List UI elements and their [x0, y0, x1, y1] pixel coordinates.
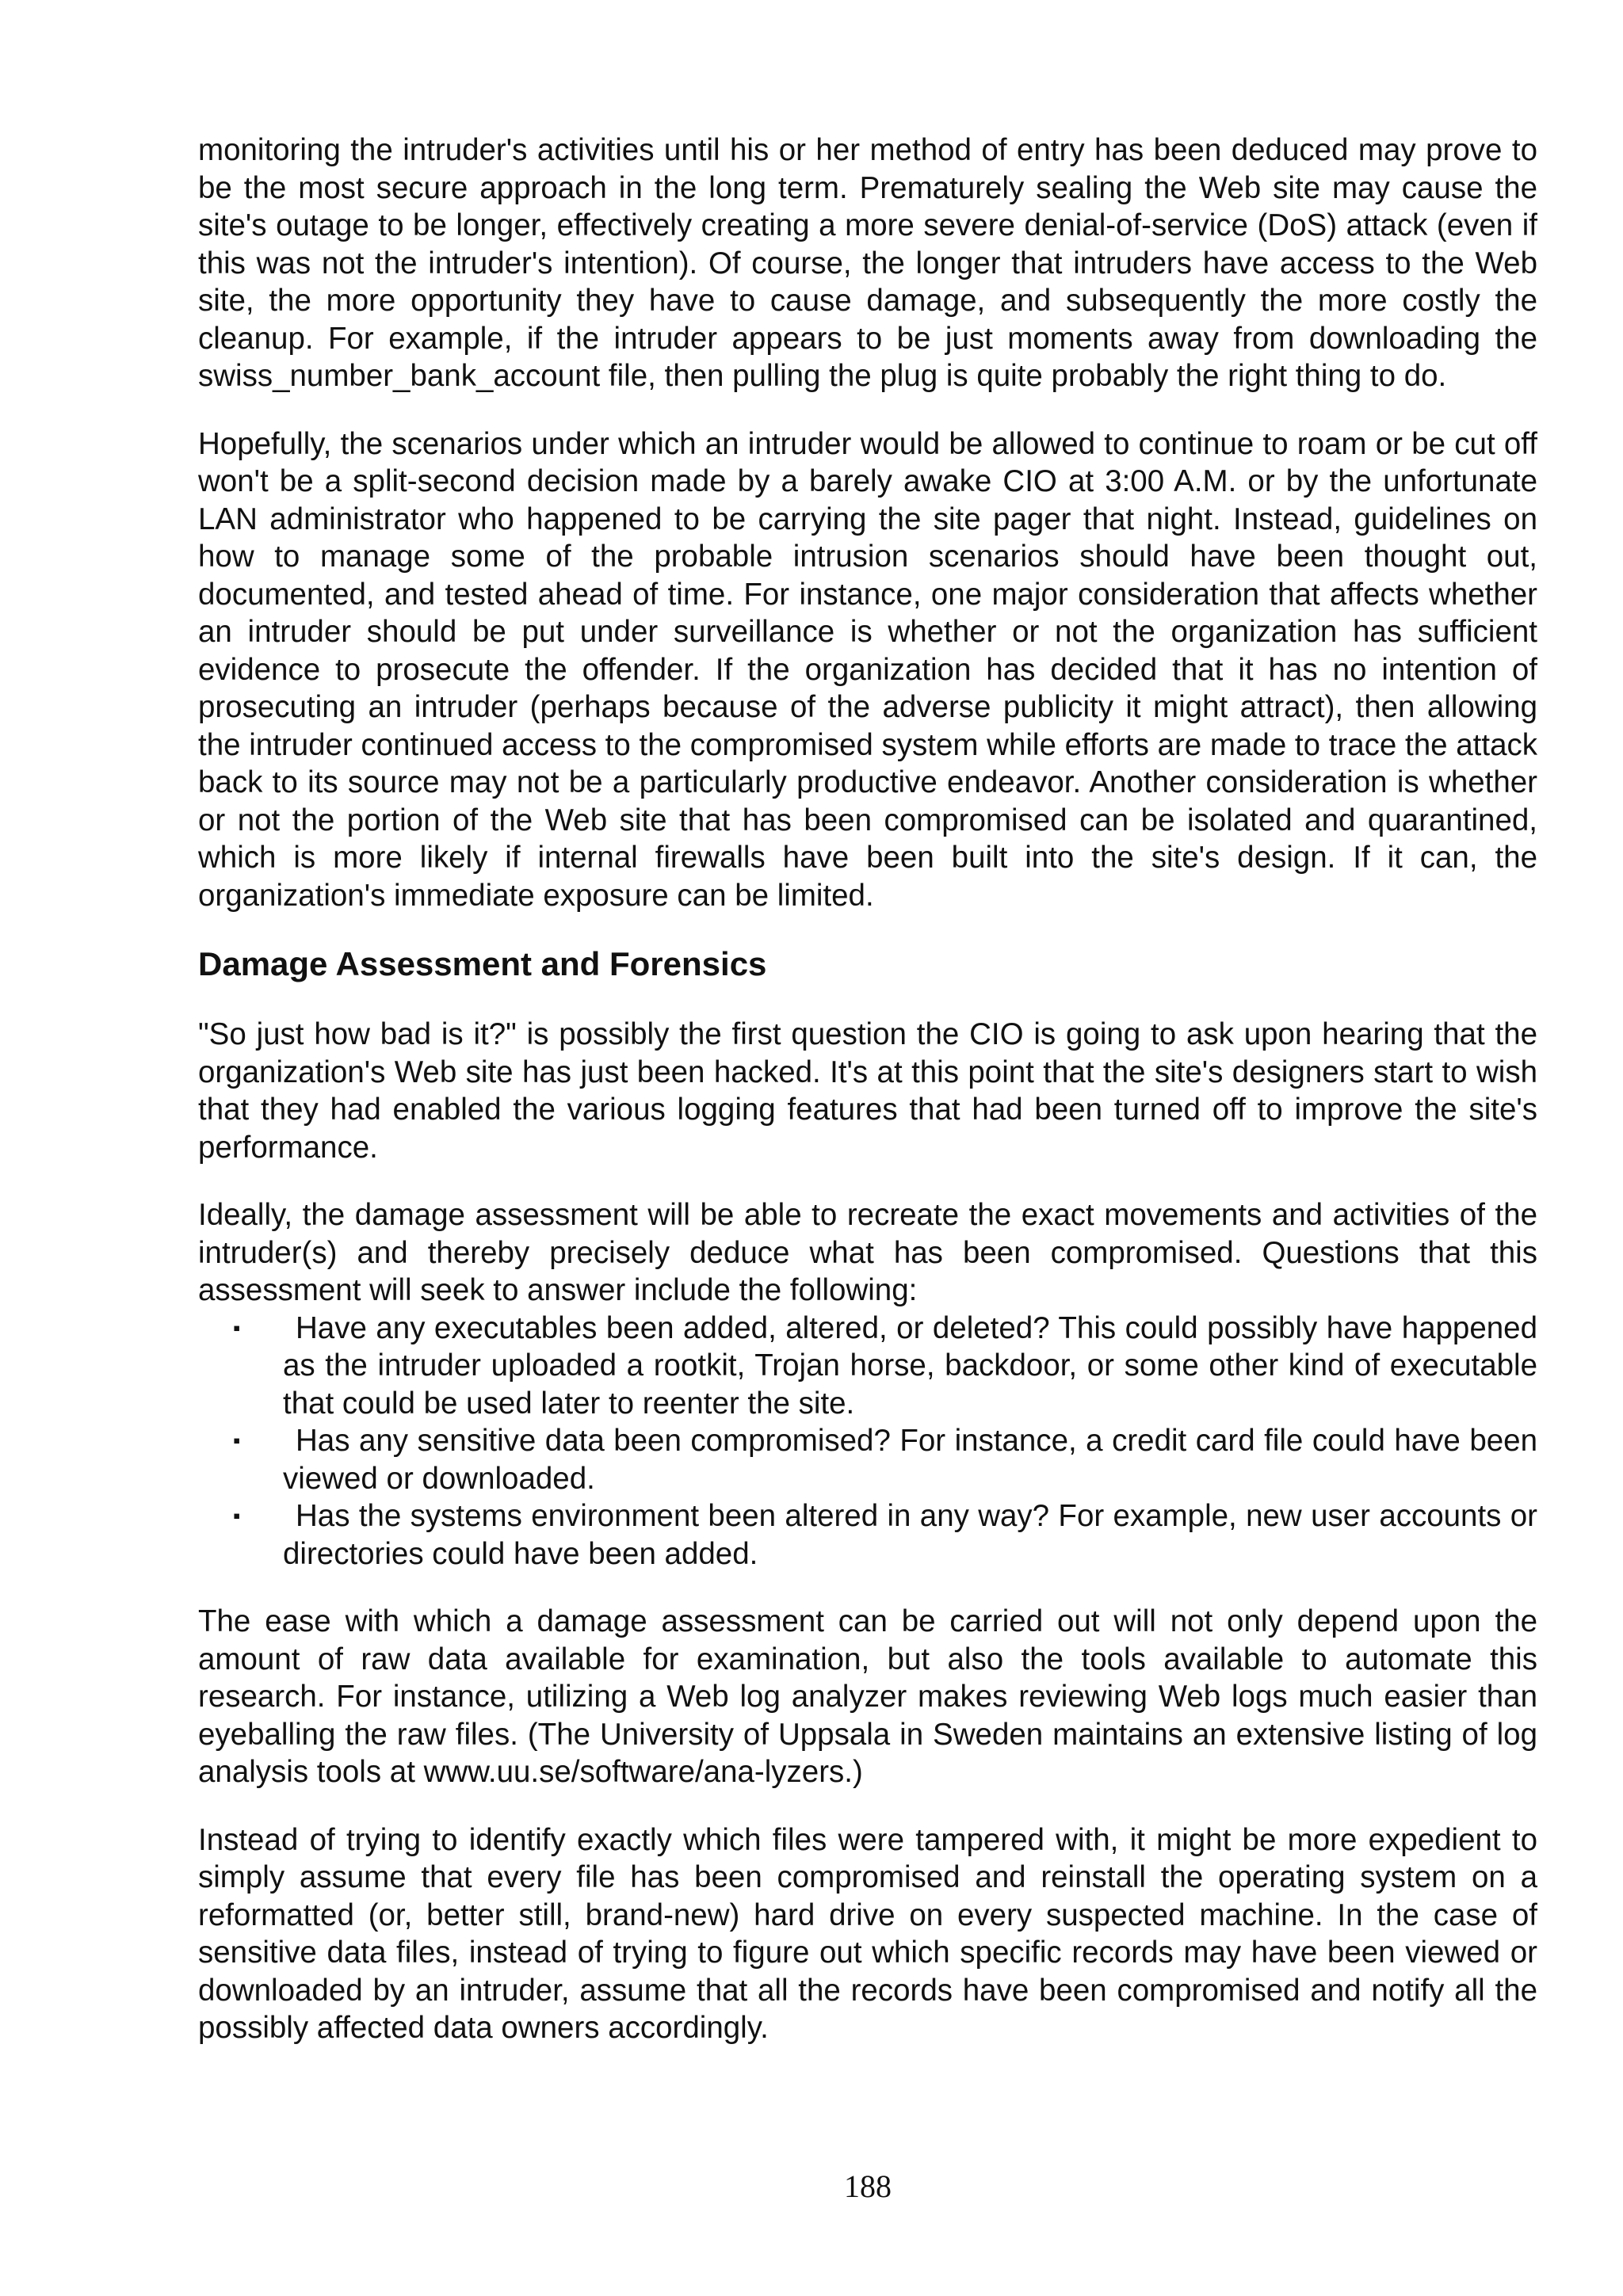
list-item-text: Have any executables been added, altered, or deleted? This could possibly have happened as the intruder uploaded a rootkit, Trojan horse, backdoor, or some other kind of executable that could be used later to reenter the site.: [283, 1310, 1537, 1421]
paragraph-how-bad: "So just how bad is it?" is possibly the first question the CIO is going to ask upon hearing that the organization's Web site has just been hacked. It's at this point that the site's designers start to wish that they had enabled the various logging features that had been turned off to improve the site's performance.: [198, 1017, 1537, 1165]
list-item: [198, 1497, 1537, 1573]
paragraph-assessment-lead-in: Ideally, the damage assessment will be able to recreate the exact movements and activities of the intruder(s) and thereby precisely deduce what has been compromised. Questions that this assessment will seek to answer include the following:: [198, 1198, 1537, 1307]
bullet-marker: ▪: [233, 1428, 241, 1452]
paragraph-reinstall: Instead of trying to identify exactly which files were tampered with, it might be more expedient to simply assume that every file has been compromised and reinstall the operating system on a reformatted (or, better still, brand-new) hard drive on every suspected machine. In the case of sensitive data files, instead of trying to figure out which specific records may have been viewed or downloaded by an intruder, assume that all the records have been compromised and notify all the possibly affected data owners accordingly.: [198, 1822, 1537, 2045]
list-item-text: Has any sensitive data been compromised? For instance, a credit card file could have been viewed or downloaded.: [283, 1424, 1537, 1496]
document-page: [198, 132, 1537, 2047]
list-item-text: Has the systems environment been altered in any way? For example, new user accounts or directories could have been added.: [283, 1499, 1537, 1571]
paragraph-intrusion-scenarios: Hopefully, the scenarios under which an intruder would be allowed to continue to roam or be cut off won't be a split-second decision made by a barely awake CIO at 3:00 A.M. or by the unfortunate LAN administrator who happened to be carrying the site pager that night. Instead, guidelines on how to manage some of the probable intrusion scenarios should have been thought out, documented, and tested ahead of time. For instance, one major consideration that affects whether an intruder should be put under surveillance is whether or not the organization has sufficient evidence to prosecute the offender. If the organization has decided that it has no intention of prosecuting an intruder (perhaps because of the adverse publicity it might attract), then allowing the intruder continued access to the compromised system while efforts are made to trace the attack back to its source may not be a particularly productive endeavor. Another consideration is whether or not the portion of the Web site that has been compromised can be isolated and quarantined, which is more likely if internal firewalls have been built into the site's design. If it can, the organization's immediate exposure can be limited.: [198, 426, 1537, 913]
list-item: [198, 1422, 1537, 1497]
list-item: [198, 1310, 1537, 1423]
paragraph-intruder-monitoring: monitoring the intruder's activities until his or her method of entry has been deduced may prove to be the most secure approach in the long term. Prematurely sealing the Web site may cause the site's outage to be longer, effectively creating a more severe denial-of-service (DoS) attack (even if this was not the intruder's intention). Of course, the longer that intruders have access to the Web site, the more opportunity they have to cause damage, and subsequently the more costly the cleanup. For example, if the intruder appears to be just moments away from downloading the swiss_number_bank_account file, then pulling the plug is quite probably the right thing to do.: [198, 133, 1537, 393]
assessment-questions-list: [198, 1310, 1537, 1573]
bullet-marker: ▪: [233, 1315, 241, 1340]
page-number: 188: [844, 2168, 892, 2204]
bullet-marker: ▪: [233, 1504, 241, 1527]
section-heading: Damage Assessment and Forensics: [198, 945, 767, 982]
paragraph-tools: The ease with which a damage assessment can be carried out will not only depend upon the amount of raw data available for examination, but also the tools available to automate this research. For instance, utilizing a Web log analyzer makes reviewing Web logs much easier than eyeballing the raw files. (The University of Uppsala in Sweden maintains an extensive listing of log analysis tools at www.uu.se/software/ana-lyzers.): [198, 1604, 1537, 1789]
